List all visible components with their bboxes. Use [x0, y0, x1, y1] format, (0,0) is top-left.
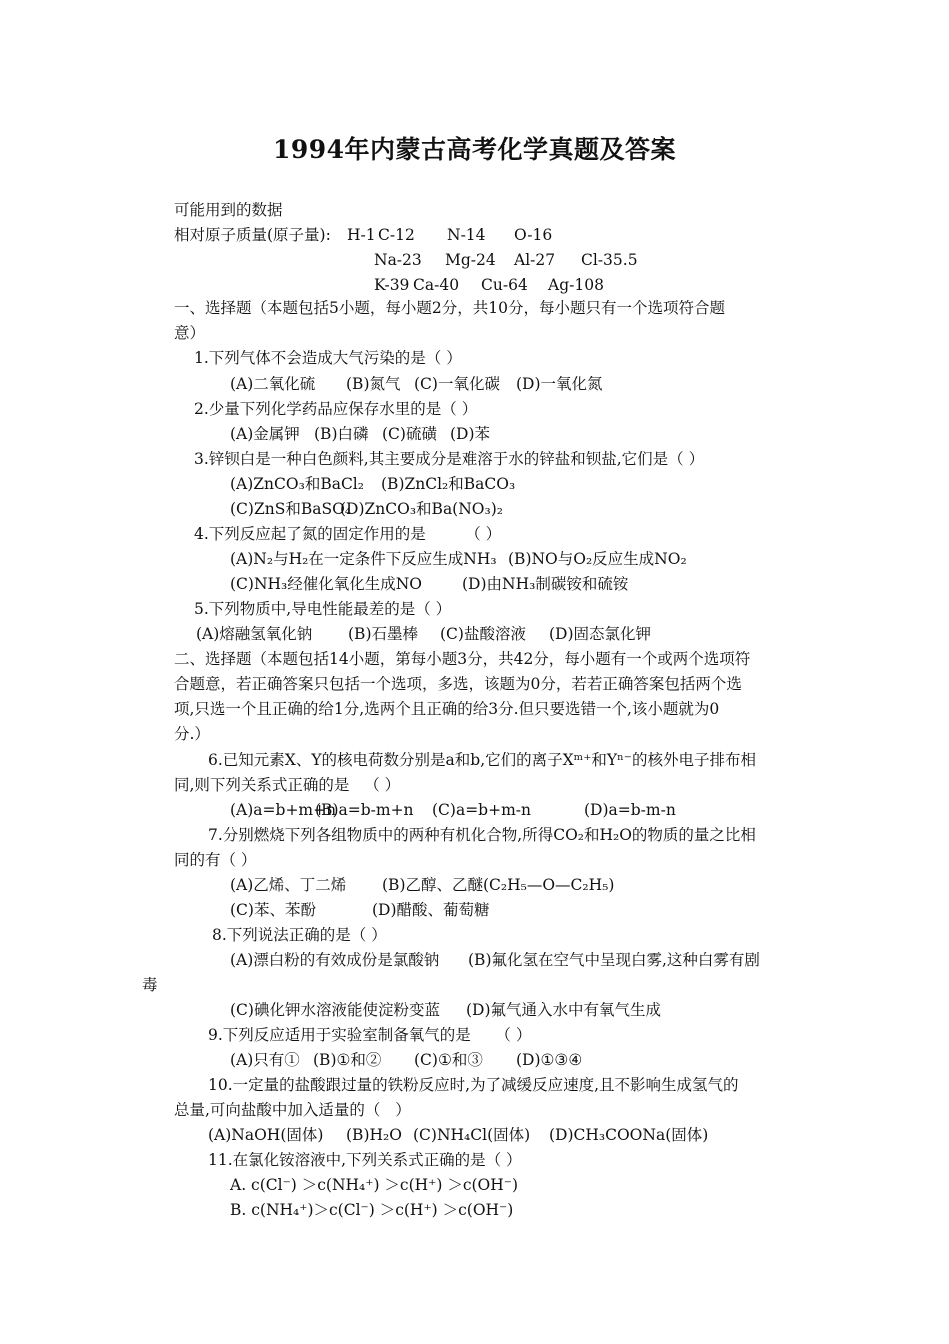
question-stem: 4.下列反应起了氮的固定作用的是 （ ）: [194, 525, 502, 543]
section-heading: 分.）: [174, 725, 210, 743]
answer-option: (D)a=b-m-n: [584, 801, 676, 819]
section-heading: 二、选择题（本题包括14小题，第每小题3分，共42分，每小题有一个或两个选项符: [174, 650, 751, 668]
atomic-mass: K-39: [374, 276, 410, 294]
answer-option: (A)ZnCO₃和BaCl₂: [230, 475, 364, 493]
answer-option: (B)①和②: [313, 1051, 382, 1069]
question-stem: 6.已知元素X、Y的核电荷数分别是a和b,它们的离子Xᵐ⁺和Yⁿ⁻的核外电子排布相: [208, 751, 756, 769]
answer-option: (C)a=b+m-n: [432, 801, 532, 819]
answer-option: (C)硫磺: [382, 425, 437, 443]
section-heading: 一、选择题（本题包括5小题，每小题2分，共10分，每小题只有一个选项符合题: [174, 299, 725, 317]
answer-option: (B)NO与O₂反应生成NO₂: [508, 550, 687, 568]
answer-option: (D)一氧化氮: [516, 375, 603, 393]
section-heading: 意）: [174, 324, 206, 342]
answer-option: (B)乙醇、乙醚(C₂H₅—O—C₂H₅): [382, 876, 615, 894]
answer-option: (C)NH₄Cl(固体): [413, 1126, 531, 1144]
atomic-mass: O-16: [514, 226, 553, 244]
question-stem: 同的有（ ）: [174, 851, 257, 869]
atomic-mass: Ag-108: [548, 276, 604, 294]
question-stem: 5.下列物质中,导电性能最差的是（ ）: [194, 600, 452, 618]
answer-option: (D)①③④: [516, 1051, 583, 1069]
atomic-mass: Cl-35.5: [581, 251, 638, 269]
answer-option: (B)氟化氢在空气中呈现白雾,这种白雾有剧: [468, 951, 760, 969]
answer-option: (B)石墨棒: [348, 625, 418, 643]
answer-option: (A)N₂与H₂在一定条件下反应生成NH₃: [230, 550, 497, 568]
atomic-mass: H-1: [347, 226, 376, 244]
answer-option: B. c(NH₄⁺)＞c(Cl⁻) ＞c(H⁺) ＞c(OH⁻): [230, 1201, 514, 1219]
answer-option: (A)乙烯、丁二烯: [230, 876, 347, 894]
answer-option: (D)氟气通入水中有氧气生成: [466, 1001, 662, 1019]
answer-option: (D)苯: [450, 425, 491, 443]
document-title: 1994年内蒙古高考化学真题及答案: [272, 135, 677, 164]
atomic-mass: Na-23: [374, 251, 422, 269]
atomic-mass: N-14: [447, 226, 486, 244]
section-heading: 合题意，若正确答案只包括一个选项，多选，该题为0分，若若正确答案包括两个选: [174, 675, 742, 693]
answer-option: (D)CH₃COONa(固体): [549, 1126, 709, 1144]
answer-option: (A)熔融氢氧化钠: [196, 625, 313, 643]
atomic-mass: C-12: [378, 226, 415, 244]
question-stem: 2.少量下列化学药品应保存水里的是（ ）: [194, 400, 478, 418]
answer-option: (A)漂白粉的有效成份是氯酸钠: [230, 951, 440, 969]
answer-option: (A)a=b+m+n: [230, 801, 337, 819]
answer-option: (D)由NH₃制碳铵和硫铵: [462, 575, 629, 593]
question-stem: 1.下列气体不会造成大气污染的是（ ）: [194, 349, 462, 367]
question-stem: 10.一定量的盐酸跟过量的铁粉反应时,为了减缓反应速度,且不影响生成氢气的: [208, 1076, 739, 1094]
answer-option: (A)金属钾: [230, 425, 300, 443]
question-stem: 8.下列说法正确的是（ ）: [212, 926, 387, 944]
question-stem: 同,则下列关系式正确的是 （ ）: [174, 776, 401, 794]
answer-option: (A)NaOH(固体): [208, 1126, 324, 1144]
data-heading: 可能用到的数据: [174, 201, 283, 219]
answer-option: (D)ZnCO₃和Ba(NO₃)₂: [340, 500, 503, 518]
question-stem: 9.下列反应适用于实验室制备氧气的是 （ ）: [208, 1026, 532, 1044]
question-stem: 3.锌钡白是一种白色颜料,其主要成分是难溶于水的锌盐和钡盐,它们是（ ）: [194, 450, 705, 468]
answer-option: 毒: [142, 976, 158, 994]
atomic-mass: Mg-24: [445, 251, 496, 269]
answer-option: (A)只有①: [230, 1051, 300, 1069]
answer-option: (B)白磷: [314, 425, 369, 443]
answer-option: (C)苯、苯酚: [230, 901, 316, 919]
atomic-label: 相对原子质量(原子量):: [174, 226, 331, 244]
answer-option: (B)氮气: [346, 375, 401, 393]
atomic-mass: Ca-40: [413, 276, 460, 294]
answer-option: (D)醋酸、葡萄糖: [372, 901, 490, 919]
question-stem: 7.分别燃烧下列各组物质中的两种有机化合物,所得CO₂和H₂O的物质的量之比相: [208, 826, 756, 844]
question-stem: 11.在氯化铵溶液中,下列关系式正确的是（ ）: [208, 1151, 522, 1169]
answer-option: (C)①和③: [414, 1051, 483, 1069]
atomic-mass: Al-27: [514, 251, 556, 269]
answer-option: (D)固态氯化钾: [549, 625, 652, 643]
answer-option: (C)ZnS和BaSO₄: [230, 500, 351, 518]
atomic-mass: Cu-64: [481, 276, 528, 294]
answer-option: (B)a=b-m+n: [315, 801, 414, 819]
section-heading: 项,只选一个且正确的给1分,选两个且正确的给3分.但只要选错一个,该小题就为0: [174, 700, 720, 718]
answer-option: (C)碘化钾水溶液能使淀粉变蓝: [230, 1001, 440, 1019]
answer-option: (B)ZnCl₂和BaCO₃: [381, 475, 516, 493]
answer-option: (C)NH₃经催化氧化生成NO: [230, 575, 423, 593]
answer-option: (A)二氧化硫: [230, 375, 316, 393]
answer-option: (B)H₂O: [346, 1126, 402, 1144]
answer-option: A. c(Cl⁻) ＞c(NH₄⁺) ＞c(H⁺) ＞c(OH⁻): [230, 1176, 519, 1194]
question-stem: 总量,可向盐酸中加入适量的（ ）: [174, 1101, 411, 1119]
answer-option: (C)一氧化碳: [414, 375, 500, 393]
answer-option: (C)盐酸溶液: [440, 625, 526, 643]
